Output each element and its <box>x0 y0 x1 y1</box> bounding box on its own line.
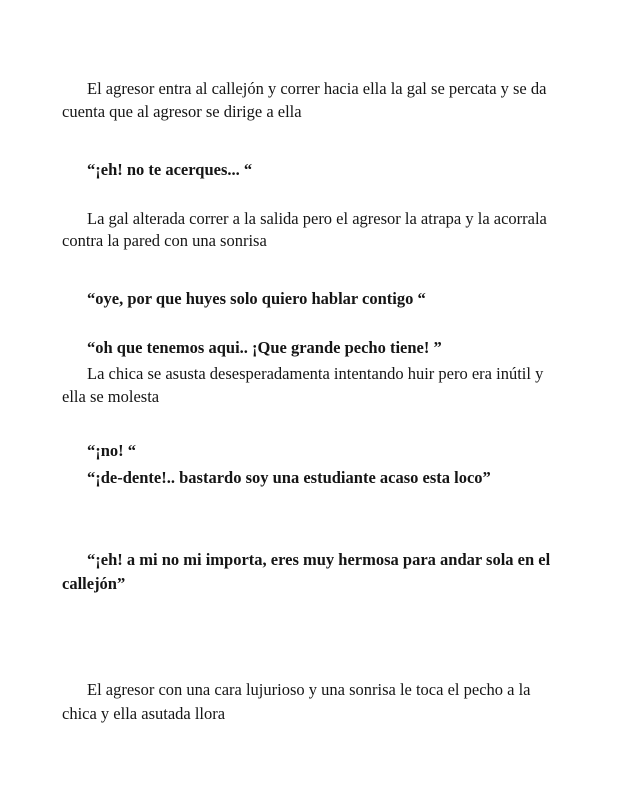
narration-line: cuenta que al agresor se dirige a ella <box>62 102 302 121</box>
narration-line: ella se molesta <box>62 387 160 406</box>
narration-line: El agresor entra al callejón y correr hacia ella la gal se percata y se da <box>87 79 547 98</box>
narration-line: chica y ella asutada llora <box>62 704 226 723</box>
dialogue-line: “¡de-dente!.. bastardo soy una estudiante acaso esta loco” <box>87 468 491 487</box>
dialogue-line: “oh que tenemos aqui.. ¡Que grande pecho tiene! ” <box>87 338 442 357</box>
narration-line: El agresor con una cara lujurioso y una sonrisa le toca el pecho a la <box>87 680 531 699</box>
narration-line: La chica se asusta desesperadamenta intentando huir pero era inútil y <box>87 364 544 383</box>
narration-line: La gal alterada correr a la salida pero el agresor la atrapa y la acorrala <box>87 209 547 228</box>
dialogue-line: “¡eh! no te acerques... “ <box>87 160 253 179</box>
narration-line: contra la pared con una sonrisa <box>62 231 267 250</box>
dialogue-line: “oye, por que huyes solo quiero hablar contigo “ <box>87 289 426 308</box>
dialogue-line: callejón” <box>62 574 126 593</box>
dialogue-line: “¡no! “ <box>87 441 137 460</box>
dialogue-line: “¡eh! a mi no mi importa, eres muy hermosa para andar sola en el <box>87 550 551 569</box>
